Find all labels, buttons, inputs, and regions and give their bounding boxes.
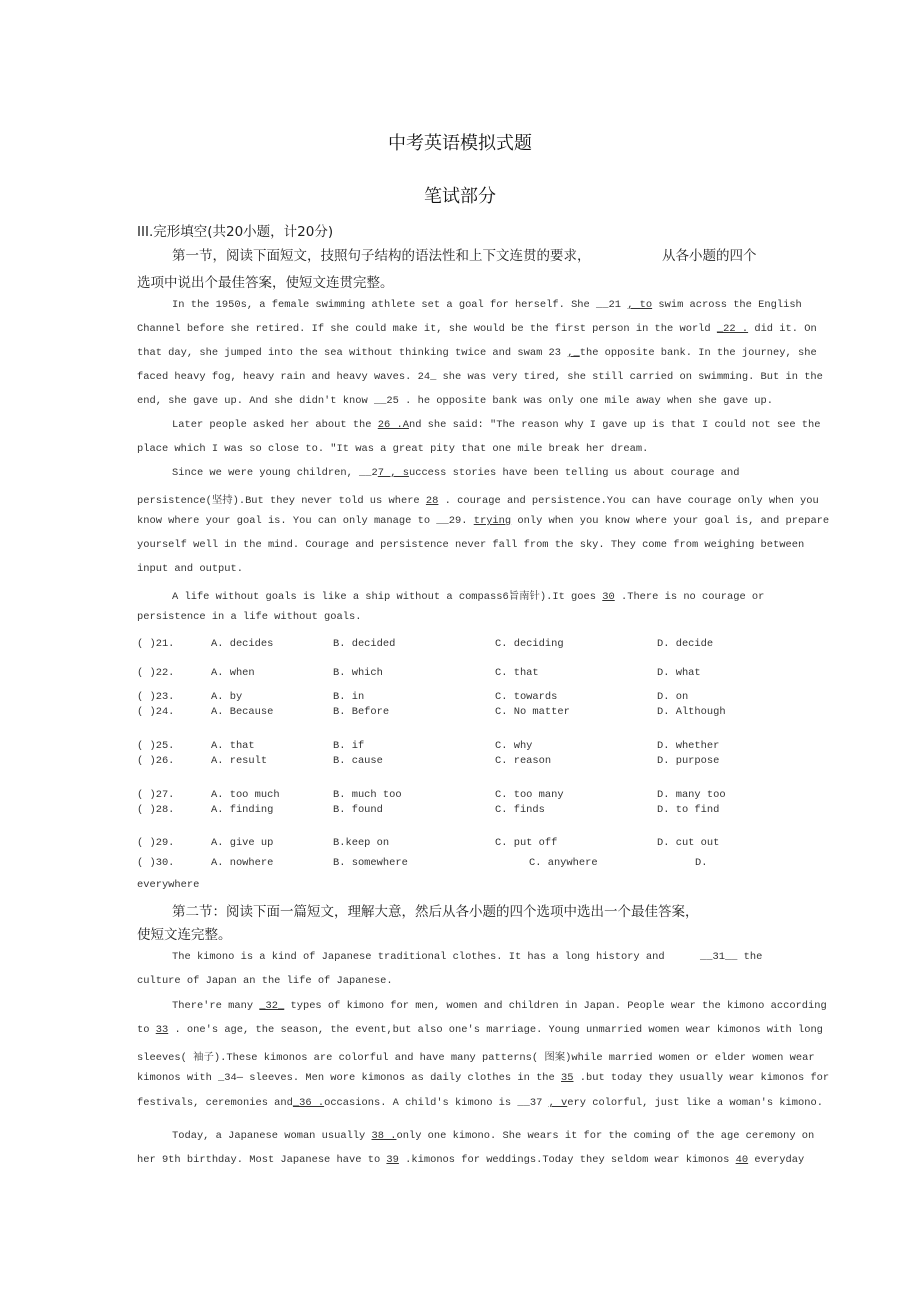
passage-line: sleeves( 袖子).These kimonos are colorful and have many patterns( 图案)while married women or elder women wear	[137, 1052, 815, 1064]
passage-line: culture of Japan an the life of Japanese.	[137, 975, 393, 987]
option-a: A. Because	[211, 706, 274, 718]
page-subtitle: 笔试部分	[424, 186, 496, 207]
blank-26: 26 .A	[377, 419, 409, 431]
blank-38: 38 .	[371, 1130, 397, 1142]
passage-line: input and output.	[137, 563, 244, 575]
passage-line: Today, a Japanese woman usually 38 .only one kimono. She wears it for the coming of the age ceremony on	[172, 1130, 815, 1142]
option-d: D. to find	[657, 804, 720, 816]
option-a: A. nowhere	[211, 857, 274, 869]
blank-29: trying	[473, 515, 512, 527]
blank-37: , v	[548, 1097, 568, 1109]
option-d: D. purpose	[657, 755, 720, 767]
option-c: C. put off	[495, 837, 558, 849]
option-c: C. No matter	[495, 706, 570, 718]
blank-23: ,_	[567, 347, 580, 359]
blank-31: __31__ the	[700, 951, 763, 963]
option-b: B. decided	[333, 638, 396, 650]
passage-line: yourself well in the mind. Courage and persistence never fall from the sky. They come from weighing between	[137, 539, 805, 551]
option-d: D. many too	[657, 789, 726, 801]
question-row: ( )24. A. Because B. Before C. No matter D. Although	[137, 706, 726, 718]
passage-line: know where your goal is. You can only manage to __29. trying only when you know where your goal is, and prepare	[137, 515, 830, 527]
option-b: B. which	[333, 667, 383, 679]
option-a: A. when	[211, 667, 255, 679]
option-a: A. finding	[211, 804, 274, 816]
passage-line: faced heavy fog, heavy rain and heavy waves. 24_ she was very tired, she still carried on swimming. But in the	[137, 371, 823, 383]
passage-line: persistence in a life without goals.	[137, 611, 362, 623]
page-title: 中考英语模拟式题	[388, 133, 532, 154]
option-d: D. on	[657, 691, 689, 703]
option-c: C. why	[495, 740, 533, 752]
option-c: C. anywhere	[529, 857, 598, 869]
blank-30: 30	[602, 591, 615, 603]
option-b: B. somewhere	[333, 857, 408, 869]
blank-36: _36 .	[292, 1097, 325, 1109]
question-row: ( )29. A. give up B.keep on C. put off D. cut out	[137, 837, 720, 849]
question-row: ( )28. A. finding B. found C. finds D. to find	[137, 804, 720, 816]
option-c: C. deciding	[495, 638, 564, 650]
question-row: ( )25. A. that B. if C. why D. whether	[137, 740, 720, 752]
blank-39: 39	[386, 1154, 399, 1166]
passage-line: place which I was so close to. "It was a great pity that one mile break her dream.	[137, 443, 649, 455]
passage-line: kimonos with _34— sleeves. Men wore kimonos as daily clothes in the 35 .but today they usually wear kimonos for	[137, 1072, 830, 1084]
blank-28: 28	[425, 495, 439, 507]
passage-line: persistence(坚持).But they never told us where 28 . courage and persistence.You can have courage only when you	[137, 495, 819, 507]
option-b: B. found	[333, 804, 383, 816]
passage-line: In the 1950s, a female swimming athlete set a goal for herself. She __21 , to swim across the English	[172, 299, 802, 311]
option-a: A. decides	[211, 638, 274, 650]
option-a: A. too much	[211, 789, 280, 801]
question-row: ( )30. A. nowhere B. somewhere C. anywhere D.	[137, 857, 708, 869]
option-d: D. whether	[657, 740, 720, 752]
question-row: ( )26. A. result B. cause C. reason D. purpose	[137, 755, 720, 767]
option-b: B.keep on	[333, 837, 390, 849]
passage-line: Since we were young children, __27 , success stories have been telling us about courage and	[172, 467, 740, 479]
option-c: C. reason	[495, 755, 552, 767]
part1-instruction-a: 第一节，阅读下面短文，技照句子结构的语法性和上下文连贯的要求，	[172, 248, 591, 264]
question-row: ( )27. A. too much B. much too C. too many D. many too	[137, 789, 726, 801]
option-c: C. towards	[495, 691, 558, 703]
blank-35: 35	[561, 1072, 574, 1084]
option-d-continuation: everywhere	[137, 879, 200, 891]
question-row: ( )23. A. by B. in C. towards D. on	[137, 691, 689, 703]
option-b: B. in	[333, 691, 365, 703]
blank-22: _22 .	[716, 323, 749, 335]
blank-32: _32_	[259, 1000, 285, 1012]
passage-line: end, she gave up. And she didn't know __25 . he opposite bank was only one mile away when she gave up.	[137, 395, 774, 407]
option-d: D. Although	[657, 706, 726, 718]
blank-21: , to	[627, 299, 653, 311]
question-row: ( )21. A. decides B. decided C. deciding D. decide	[137, 638, 714, 650]
option-a: A. that	[211, 740, 255, 752]
option-a: A. result	[211, 755, 268, 767]
option-b: B. much too	[333, 789, 402, 801]
passage-line: The kimono is a kind of Japanese traditional clothes. It has a long history and	[172, 951, 665, 963]
passage-line: to 33 . one's age, the season, the event,but also one's marriage. Young unmarried women wear kimonos with long	[137, 1024, 823, 1036]
question-row: ( )22. A. when B. which C. that D. what	[137, 667, 701, 679]
passage-line: that day, she jumped into the sea without thinking twice and swam 23 ,_the opposite bank. In the journey, she	[137, 347, 817, 359]
option-c: C. finds	[495, 804, 545, 816]
part1-instruction-c: 选项中说出个最佳答案，使短文连贯完整。	[137, 275, 394, 291]
option-a: A. give up	[211, 837, 274, 849]
option-b: B. Before	[333, 706, 390, 718]
blank-27: 7 , s	[377, 467, 409, 479]
section-heading: III.完形填空(共20小题，计20分)	[137, 224, 334, 240]
option-c: C. too many	[495, 789, 564, 801]
passage-line: Later people asked her about the 26 .And she said: "The reason why I gave up is that I could not see the	[172, 419, 821, 431]
option-b: B. if	[333, 740, 365, 752]
option-d: D. decide	[657, 638, 714, 650]
blank-33: 33	[155, 1024, 169, 1036]
part2-instruction-a: 第二节：阅读下面一篇短文，理解大意，然后从各小题的四个选项中选出一个最佳答案，	[172, 904, 699, 920]
option-d: D.	[695, 857, 708, 869]
option-d: D. cut out	[657, 837, 720, 849]
part2-instruction-b: 使短文连完整。	[137, 927, 232, 943]
part1-instruction-b: 从各小题的四个	[662, 248, 757, 264]
option-d: D. what	[657, 667, 701, 679]
passage-line: her 9th birthday. Most Japanese have to 39 .kimonos for weddings.Today they seldom wear kimonos 40 everyday	[137, 1154, 805, 1166]
passage-line: A life without goals is like a ship without a compass6旨南针).It goes 30 .There is no courage or	[172, 591, 765, 603]
option-c: C. that	[495, 667, 539, 679]
passage-line: Channel before she retired. If she could make it, she would be the first person in the world _22 . did it. On	[137, 323, 817, 335]
passage-line: festivals, ceremonies and_36 .occasions. A child's kimono is __37 , very colorful, just like a woman's kimono.	[137, 1097, 823, 1109]
option-b: B. cause	[333, 755, 383, 767]
passage-line: There're many _32_ types of kimono for men, women and children in Japan. People wear the kimono according	[172, 1000, 827, 1012]
option-a: A. by	[211, 691, 243, 703]
blank-40: 40	[735, 1154, 749, 1166]
